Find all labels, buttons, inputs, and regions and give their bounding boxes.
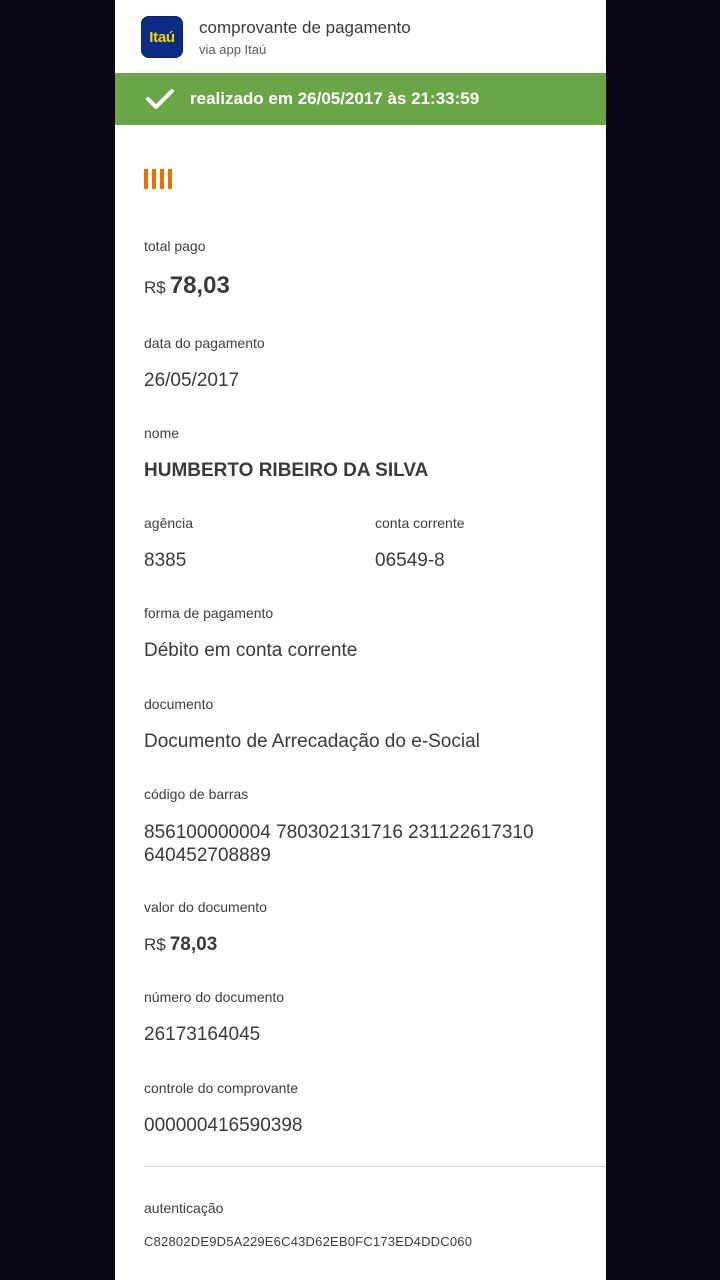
total-paid-amount: 78,03 <box>169 272 230 299</box>
authentication-label: autenticação <box>144 1200 224 1216</box>
total-paid-value <box>144 272 230 300</box>
receipt-control-label: controle do comprovante <box>144 1080 299 1096</box>
divider <box>144 1166 606 1167</box>
barcode-icon <box>144 169 174 189</box>
document-number-label: número do documento <box>144 989 285 1005</box>
name-value: HUMBERTO RIBEIRO DA SILVA <box>144 460 429 481</box>
payment-method-label: forma de pagamento <box>144 605 274 621</box>
receipt-control-value: 000000416590398 <box>144 1115 303 1136</box>
currency-symbol: R$ <box>144 935 166 954</box>
barcode-line-1: 856100000004 780302131716 231122617310 <box>144 822 534 843</box>
status-banner <box>115 73 606 125</box>
header-subtitle: via app Itaú <box>199 42 267 57</box>
status-text: realizado em 26/05/2017 às 21:33:59 <box>190 89 480 108</box>
logo-text: Itaú <box>149 28 175 46</box>
payment-date-label: data do pagamento <box>144 335 265 351</box>
document-label: documento <box>144 696 214 712</box>
barcode-value <box>144 821 534 867</box>
itau-logo <box>141 16 183 58</box>
agency-label: agência <box>144 515 194 531</box>
currency-symbol: R$ <box>144 278 166 297</box>
document-amount-value: 78,03 <box>169 934 218 955</box>
document-value-label: valor do documento <box>144 899 267 915</box>
account-value: 06549-8 <box>375 550 445 571</box>
checkmark-icon <box>145 87 175 111</box>
document-number-value: 26173164045 <box>144 1024 261 1045</box>
payment-date-value: 26/05/2017 <box>144 370 240 391</box>
document-amount <box>144 934 217 956</box>
receipt-header <box>115 0 606 73</box>
payment-method-value: Débito em conta corrente <box>144 640 358 661</box>
header-title: comprovante de pagamento <box>199 18 411 37</box>
authentication-value: C82802DE9D5A229E6C43D62EB0FC173ED4DDC060 <box>144 1234 473 1249</box>
receipt-sheet <box>115 0 606 1280</box>
agency-value: 8385 <box>144 550 187 571</box>
total-paid-label: total pago <box>144 238 206 254</box>
name-label: nome <box>144 425 180 441</box>
document-value: Documento de Arrecadação do e-Social <box>144 731 480 752</box>
account-label: conta corrente <box>375 515 465 531</box>
barcode-label: código de barras <box>144 786 249 802</box>
barcode-line-2: 640452708889 <box>144 845 271 866</box>
